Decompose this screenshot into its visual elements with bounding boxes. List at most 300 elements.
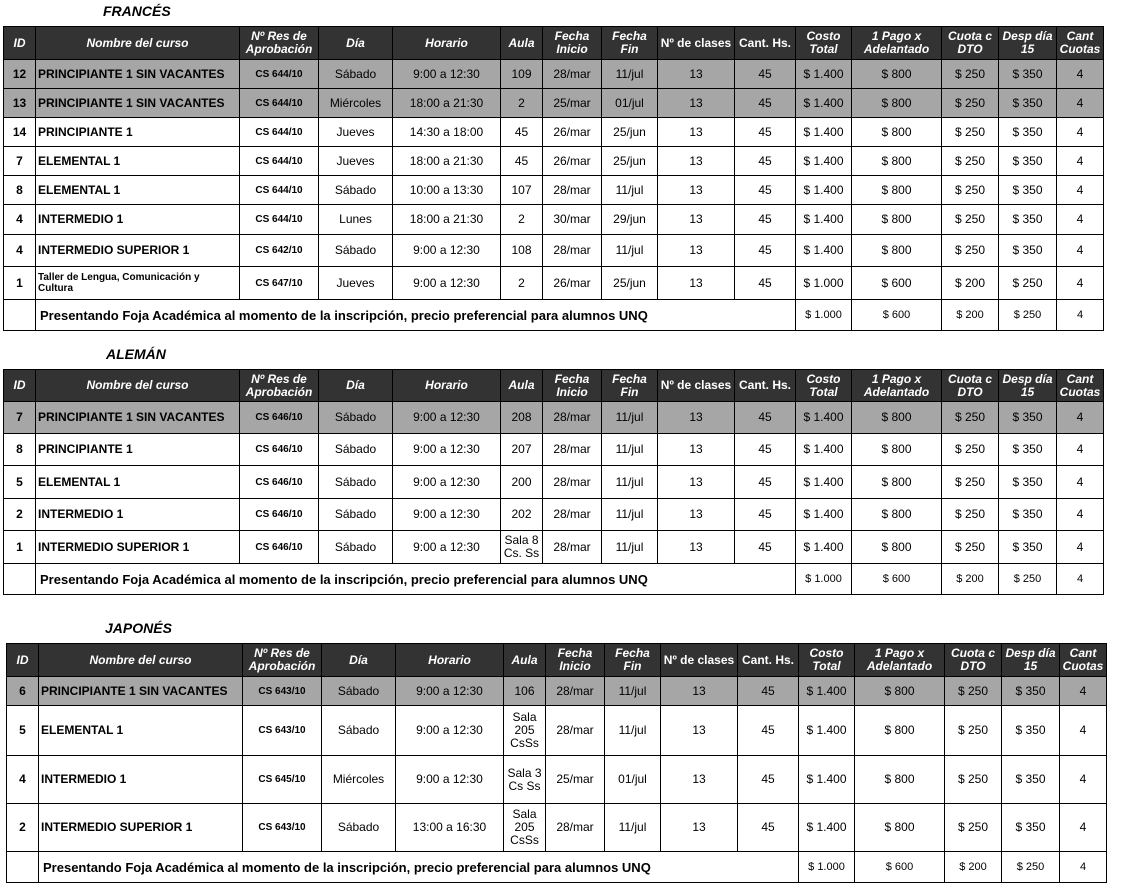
cell-desp: $ 350 bbox=[999, 466, 1057, 499]
cell-cuotas: 4 bbox=[1057, 434, 1104, 466]
footer-cuota: $ 200 bbox=[942, 300, 999, 331]
footer-cuota: $ 200 bbox=[945, 852, 1002, 883]
cell-cuota: $ 250 bbox=[945, 756, 1002, 804]
cell-dia: Sábado bbox=[319, 235, 393, 267]
section-title: FRANCÉS bbox=[103, 3, 171, 19]
cell-horario: 14:30 a 18:00 bbox=[393, 118, 501, 147]
cell-aula: 207 bbox=[501, 434, 543, 466]
column-header-horario: Horario bbox=[393, 27, 501, 60]
column-header-res: Nº Res de Aprobación bbox=[240, 370, 319, 402]
course-table bbox=[6, 643, 1107, 883]
cell-costo: $ 1.400 bbox=[796, 60, 852, 89]
cell-clases: 13 bbox=[658, 176, 735, 205]
cell-id: 13 bbox=[4, 89, 36, 118]
cell-clases: 13 bbox=[661, 677, 738, 706]
footer-row bbox=[7, 852, 1107, 883]
footer-costo: $ 1.000 bbox=[799, 852, 855, 883]
cell-res: CS 644/10 bbox=[240, 176, 319, 205]
table-row bbox=[4, 402, 1104, 434]
cell-desp: $ 250 bbox=[999, 267, 1057, 300]
cell-cuotas: 4 bbox=[1060, 804, 1107, 852]
cell-id: 2 bbox=[7, 804, 39, 852]
column-header-cuotas: Cant Cuotas bbox=[1057, 27, 1104, 60]
cell-inicio: 30/mar bbox=[543, 205, 602, 235]
cell-cuota: $ 250 bbox=[942, 89, 999, 118]
column-header-name: Nombre del curso bbox=[36, 27, 240, 60]
cell-res: CS 643/10 bbox=[243, 677, 322, 706]
cell-pago: $ 800 bbox=[852, 205, 942, 235]
cell-pago: $ 800 bbox=[852, 147, 942, 176]
cell-name: INTERMEDIO 1 bbox=[39, 756, 243, 804]
footer-pago: $ 600 bbox=[852, 300, 942, 331]
cell-res: CS 646/10 bbox=[240, 499, 319, 531]
cell-inicio: 28/mar bbox=[543, 531, 602, 564]
cell-horario: 13:00 a 16:30 bbox=[396, 804, 504, 852]
table-row bbox=[4, 531, 1104, 564]
cell-cuota: $ 250 bbox=[942, 402, 999, 434]
table-row bbox=[4, 499, 1104, 531]
cell-cuotas: 4 bbox=[1060, 706, 1107, 756]
cell-cuota: $ 250 bbox=[942, 531, 999, 564]
cell-aula: 2 bbox=[501, 267, 543, 300]
cell-fin: 11/jul bbox=[602, 402, 658, 434]
cell-aula: 109 bbox=[501, 60, 543, 89]
cell-cuotas: 4 bbox=[1060, 756, 1107, 804]
cell-inicio: 26/mar bbox=[543, 267, 602, 300]
column-header-desp: Desp día 15 bbox=[999, 370, 1057, 402]
cell-clases: 13 bbox=[661, 756, 738, 804]
cell-res: CS 644/10 bbox=[240, 147, 319, 176]
cell-res: CS 646/10 bbox=[240, 434, 319, 466]
column-header-id: ID bbox=[7, 644, 39, 677]
cell-dia: Jueves bbox=[319, 267, 393, 300]
cell-id: 1 bbox=[4, 531, 36, 564]
cell-cuota: $ 250 bbox=[942, 147, 999, 176]
cell-dia: Sábado bbox=[322, 804, 396, 852]
column-header-id: ID bbox=[4, 370, 36, 402]
cell-id: 2 bbox=[4, 499, 36, 531]
cell-dia: Miércoles bbox=[319, 89, 393, 118]
cell-fin: 11/jul bbox=[605, 677, 661, 706]
cell-aula: Sala 3 Cs Ss bbox=[504, 756, 546, 804]
cell-name: ELEMENTAL 1 bbox=[36, 147, 240, 176]
cell-dia: Jueves bbox=[319, 147, 393, 176]
cell-hs: 45 bbox=[735, 434, 796, 466]
cell-res: CS 644/10 bbox=[240, 89, 319, 118]
cell-desp: $ 350 bbox=[999, 402, 1057, 434]
cell-hs: 45 bbox=[738, 706, 799, 756]
cell-id: 4 bbox=[4, 205, 36, 235]
cell-costo: $ 1.400 bbox=[796, 466, 852, 499]
cell-name: ELEMENTAL 1 bbox=[36, 466, 240, 499]
footer-blank bbox=[4, 300, 36, 331]
cell-hs: 45 bbox=[735, 267, 796, 300]
cell-clases: 13 bbox=[661, 706, 738, 756]
cell-res: CS 643/10 bbox=[243, 706, 322, 756]
cell-id: 8 bbox=[4, 176, 36, 205]
header-row bbox=[4, 370, 1104, 402]
column-header-fin: Fecha Fin bbox=[602, 370, 658, 402]
cell-hs: 45 bbox=[735, 235, 796, 267]
cell-fin: 11/jul bbox=[602, 466, 658, 499]
cell-res: CS 645/10 bbox=[243, 756, 322, 804]
cell-cuota: $ 250 bbox=[942, 499, 999, 531]
cell-hs: 45 bbox=[735, 466, 796, 499]
cell-fin: 25/jun bbox=[602, 118, 658, 147]
footer-pago: $ 600 bbox=[855, 852, 945, 883]
column-header-horario: Horario bbox=[393, 370, 501, 402]
cell-horario: 9:00 a 12:30 bbox=[393, 434, 501, 466]
cell-name: PRINCIPIANTE 1 SIN VACANTES bbox=[36, 402, 240, 434]
column-header-aula: Aula bbox=[501, 27, 543, 60]
footer-costo: $ 1.000 bbox=[796, 300, 852, 331]
column-header-hs: Cant. Hs. bbox=[735, 370, 796, 402]
footer-desp: $ 250 bbox=[999, 300, 1057, 331]
cell-pago: $ 800 bbox=[852, 531, 942, 564]
cell-fin: 11/jul bbox=[602, 235, 658, 267]
column-header-costo: Costo Total bbox=[796, 27, 852, 60]
cell-id: 6 bbox=[7, 677, 39, 706]
cell-clases: 13 bbox=[658, 434, 735, 466]
cell-clases: 13 bbox=[658, 402, 735, 434]
cell-cuota: $ 250 bbox=[945, 804, 1002, 852]
cell-cuotas: 4 bbox=[1057, 89, 1104, 118]
cell-dia: Sábado bbox=[322, 677, 396, 706]
cell-costo: $ 1.400 bbox=[796, 235, 852, 267]
cell-dia: Sábado bbox=[319, 60, 393, 89]
column-header-pago: 1 Pago x Adelantado bbox=[852, 27, 942, 60]
column-header-aula: Aula bbox=[504, 644, 546, 677]
cell-hs: 45 bbox=[738, 756, 799, 804]
cell-dia: Jueves bbox=[319, 118, 393, 147]
cell-name: INTERMEDIO 1 bbox=[36, 499, 240, 531]
cell-name: ELEMENTAL 1 bbox=[39, 706, 243, 756]
cell-clases: 13 bbox=[658, 89, 735, 118]
section-title: JAPONÉS bbox=[105, 620, 172, 636]
cell-fin: 25/jun bbox=[602, 267, 658, 300]
column-header-fin: Fecha Fin bbox=[605, 644, 661, 677]
cell-costo: $ 1.400 bbox=[796, 434, 852, 466]
cell-hs: 45 bbox=[735, 147, 796, 176]
footer-cuotas: 4 bbox=[1057, 300, 1104, 331]
cell-inicio: 28/mar bbox=[546, 677, 605, 706]
cell-costo: $ 1.400 bbox=[796, 147, 852, 176]
table-row bbox=[4, 147, 1104, 176]
cell-cuotas: 4 bbox=[1057, 499, 1104, 531]
cell-horario: 9:00 a 12:30 bbox=[393, 402, 501, 434]
cell-cuotas: 4 bbox=[1057, 402, 1104, 434]
cell-cuota: $ 250 bbox=[942, 176, 999, 205]
cell-clases: 13 bbox=[658, 118, 735, 147]
cell-name: ELEMENTAL 1 bbox=[36, 176, 240, 205]
cell-inicio: 28/mar bbox=[546, 804, 605, 852]
cell-cuota: $ 250 bbox=[942, 434, 999, 466]
footer-cuotas: 4 bbox=[1057, 564, 1104, 595]
cell-clases: 13 bbox=[658, 60, 735, 89]
cell-id: 14 bbox=[4, 118, 36, 147]
cell-horario: 9:00 a 12:30 bbox=[393, 531, 501, 564]
cell-id: 8 bbox=[4, 434, 36, 466]
column-header-cuota: Cuota c DTO bbox=[942, 370, 999, 402]
cell-aula: 45 bbox=[501, 147, 543, 176]
cell-clases: 13 bbox=[658, 147, 735, 176]
cell-horario: 9:00 a 12:30 bbox=[396, 706, 504, 756]
cell-fin: 29/jun bbox=[602, 205, 658, 235]
cell-desp: $ 350 bbox=[999, 147, 1057, 176]
column-header-dia: Día bbox=[319, 27, 393, 60]
cell-res: CS 646/10 bbox=[240, 402, 319, 434]
column-header-cuota: Cuota c DTO bbox=[945, 644, 1002, 677]
cell-inicio: 26/mar bbox=[543, 147, 602, 176]
cell-aula: 2 bbox=[501, 205, 543, 235]
cell-desp: $ 350 bbox=[999, 89, 1057, 118]
footer-blank bbox=[7, 852, 39, 883]
cell-cuota: $ 250 bbox=[942, 235, 999, 267]
cell-pago: $ 800 bbox=[852, 235, 942, 267]
footer-note: Presentando Foja Académica al momento de la inscripción, precio preferencial para alumnos UNQ bbox=[36, 564, 796, 595]
cell-costo: $ 1.000 bbox=[796, 267, 852, 300]
cell-fin: 01/jul bbox=[605, 756, 661, 804]
cell-fin: 11/jul bbox=[602, 176, 658, 205]
cell-res: CS 644/10 bbox=[240, 205, 319, 235]
header-row bbox=[4, 27, 1104, 60]
cell-desp: $ 350 bbox=[999, 176, 1057, 205]
course-table bbox=[3, 26, 1104, 331]
column-header-name: Nombre del curso bbox=[36, 370, 240, 402]
cell-cuotas: 4 bbox=[1057, 205, 1104, 235]
cell-name: PRINCIPIANTE 1 SIN VACANTES bbox=[36, 89, 240, 118]
cell-cuota: $ 250 bbox=[942, 118, 999, 147]
cell-dia: Sábado bbox=[319, 434, 393, 466]
cell-cuota: $ 250 bbox=[942, 205, 999, 235]
cell-dia: Lunes bbox=[319, 205, 393, 235]
cell-hs: 45 bbox=[735, 118, 796, 147]
cell-horario: 9:00 a 12:30 bbox=[393, 466, 501, 499]
cell-aula: Sala 205 CsSs bbox=[504, 706, 546, 756]
cell-desp: $ 350 bbox=[1002, 706, 1060, 756]
table-row bbox=[4, 118, 1104, 147]
cell-fin: 11/jul bbox=[602, 499, 658, 531]
column-header-inicio: Fecha Inicio bbox=[546, 644, 605, 677]
cell-fin: 11/jul bbox=[602, 60, 658, 89]
column-header-desp: Desp día 15 bbox=[1002, 644, 1060, 677]
cell-aula: 45 bbox=[501, 118, 543, 147]
table-row bbox=[7, 677, 1107, 706]
cell-res: CS 644/10 bbox=[240, 118, 319, 147]
cell-desp: $ 350 bbox=[999, 118, 1057, 147]
cell-aula: 200 bbox=[501, 466, 543, 499]
cell-pago: $ 800 bbox=[852, 499, 942, 531]
cell-horario: 9:00 a 12:30 bbox=[393, 235, 501, 267]
footer-costo: $ 1.000 bbox=[796, 564, 852, 595]
cell-cuota: $ 250 bbox=[942, 466, 999, 499]
cell-inicio: 28/mar bbox=[543, 402, 602, 434]
column-header-inicio: Fecha Inicio bbox=[543, 27, 602, 60]
column-header-cuotas: Cant Cuotas bbox=[1060, 644, 1107, 677]
cell-res: CS 647/10 bbox=[240, 267, 319, 300]
table-row bbox=[4, 205, 1104, 235]
cell-id: 12 bbox=[4, 60, 36, 89]
cell-desp: $ 350 bbox=[999, 499, 1057, 531]
cell-name: PRINCIPIANTE 1 bbox=[36, 118, 240, 147]
cell-aula: Sala 8 Cs. Ss bbox=[501, 531, 543, 564]
cell-costo: $ 1.400 bbox=[796, 89, 852, 118]
cell-aula: 106 bbox=[504, 677, 546, 706]
column-header-clases: Nº de clases bbox=[658, 27, 735, 60]
cell-name: INTERMEDIO SUPERIOR 1 bbox=[36, 235, 240, 267]
cell-id: 5 bbox=[7, 706, 39, 756]
cell-cuotas: 4 bbox=[1057, 60, 1104, 89]
cell-desp: $ 350 bbox=[999, 60, 1057, 89]
cell-cuota: $ 250 bbox=[945, 677, 1002, 706]
cell-pago: $ 800 bbox=[855, 677, 945, 706]
cell-costo: $ 1.400 bbox=[796, 531, 852, 564]
footer-note: Presentando Foja Académica al momento de la inscripción, precio preferencial para alumnos UNQ bbox=[39, 852, 799, 883]
cell-inicio: 28/mar bbox=[546, 706, 605, 756]
cell-cuotas: 4 bbox=[1057, 147, 1104, 176]
cell-fin: 25/jun bbox=[602, 147, 658, 176]
footer-blank bbox=[4, 564, 36, 595]
cell-inicio: 25/mar bbox=[543, 89, 602, 118]
cell-res: CS 643/10 bbox=[243, 804, 322, 852]
cell-cuotas: 4 bbox=[1057, 176, 1104, 205]
cell-dia: Sábado bbox=[319, 466, 393, 499]
cell-desp: $ 350 bbox=[999, 434, 1057, 466]
cell-dia: Sábado bbox=[322, 706, 396, 756]
cell-clases: 13 bbox=[658, 466, 735, 499]
cell-pago: $ 800 bbox=[852, 434, 942, 466]
cell-hs: 45 bbox=[735, 89, 796, 118]
cell-cuotas: 4 bbox=[1057, 267, 1104, 300]
cell-aula: 202 bbox=[501, 499, 543, 531]
table-row bbox=[4, 60, 1104, 89]
column-header-aula: Aula bbox=[501, 370, 543, 402]
cell-name: INTERMEDIO SUPERIOR 1 bbox=[39, 804, 243, 852]
cell-costo: $ 1.400 bbox=[799, 706, 855, 756]
cell-dia: Sábado bbox=[319, 176, 393, 205]
column-header-costo: Costo Total bbox=[796, 370, 852, 402]
cell-costo: $ 1.400 bbox=[796, 402, 852, 434]
cell-inicio: 28/mar bbox=[543, 60, 602, 89]
column-header-hs: Cant. Hs. bbox=[735, 27, 796, 60]
section-title: ALEMÁN bbox=[106, 346, 166, 362]
cell-dia: Sábado bbox=[319, 531, 393, 564]
cell-pago: $ 800 bbox=[852, 466, 942, 499]
cell-aula: 208 bbox=[501, 402, 543, 434]
footer-cuotas: 4 bbox=[1060, 852, 1107, 883]
cell-cuotas: 4 bbox=[1057, 531, 1104, 564]
table-row bbox=[4, 434, 1104, 466]
cell-hs: 45 bbox=[735, 176, 796, 205]
cell-inicio: 28/mar bbox=[543, 434, 602, 466]
cell-hs: 45 bbox=[735, 205, 796, 235]
cell-horario: 18:00 a 21:30 bbox=[393, 205, 501, 235]
footer-desp: $ 250 bbox=[999, 564, 1057, 595]
cell-pago: $ 800 bbox=[852, 89, 942, 118]
cell-horario: 9:00 a 12:30 bbox=[393, 499, 501, 531]
cell-fin: 01/jul bbox=[602, 89, 658, 118]
footer-cuota: $ 200 bbox=[942, 564, 999, 595]
cell-pago: $ 800 bbox=[855, 706, 945, 756]
cell-id: 7 bbox=[4, 147, 36, 176]
cell-pago: $ 800 bbox=[855, 756, 945, 804]
cell-desp: $ 350 bbox=[999, 531, 1057, 564]
cell-cuotas: 4 bbox=[1057, 118, 1104, 147]
cell-hs: 45 bbox=[738, 677, 799, 706]
column-header-res: Nº Res de Aprobación bbox=[240, 27, 319, 60]
cell-aula: 108 bbox=[501, 235, 543, 267]
column-header-id: ID bbox=[4, 27, 36, 60]
cell-inicio: 28/mar bbox=[543, 235, 602, 267]
column-header-inicio: Fecha Inicio bbox=[543, 370, 602, 402]
column-header-horario: Horario bbox=[396, 644, 504, 677]
footer-pago: $ 600 bbox=[852, 564, 942, 595]
cell-name: PRINCIPIANTE 1 SIN VACANTES bbox=[39, 677, 243, 706]
column-header-dia: Día bbox=[322, 644, 396, 677]
cell-clases: 13 bbox=[658, 267, 735, 300]
cell-costo: $ 1.400 bbox=[796, 118, 852, 147]
cell-inicio: 28/mar bbox=[543, 466, 602, 499]
cell-name: INTERMEDIO SUPERIOR 1 bbox=[36, 531, 240, 564]
footer-row bbox=[4, 300, 1104, 331]
cell-fin: 11/jul bbox=[605, 706, 661, 756]
cell-pago: $ 600 bbox=[852, 267, 942, 300]
cell-cuotas: 4 bbox=[1060, 677, 1107, 706]
cell-res: CS 646/10 bbox=[240, 466, 319, 499]
table-row bbox=[4, 235, 1104, 267]
column-header-clases: Nº de clases bbox=[658, 370, 735, 402]
cell-clases: 13 bbox=[658, 205, 735, 235]
cell-pago: $ 800 bbox=[852, 176, 942, 205]
column-header-clases: Nº de clases bbox=[661, 644, 738, 677]
column-header-hs: Cant. Hs. bbox=[738, 644, 799, 677]
cell-id: 4 bbox=[7, 756, 39, 804]
cell-aula: 107 bbox=[501, 176, 543, 205]
table-row bbox=[4, 466, 1104, 499]
header-row bbox=[7, 644, 1107, 677]
cell-pago: $ 800 bbox=[852, 118, 942, 147]
cell-costo: $ 1.400 bbox=[799, 804, 855, 852]
cell-horario: 10:00 a 13:30 bbox=[393, 176, 501, 205]
cell-id: 1 bbox=[4, 267, 36, 300]
cell-name: INTERMEDIO 1 bbox=[36, 205, 240, 235]
column-header-desp: Desp día 15 bbox=[999, 27, 1057, 60]
cell-horario: 18:00 a 21:30 bbox=[393, 89, 501, 118]
cell-aula: 2 bbox=[501, 89, 543, 118]
cell-pago: $ 800 bbox=[855, 804, 945, 852]
cell-hs: 45 bbox=[738, 804, 799, 852]
cell-aula: Sala 205 CsSs bbox=[504, 804, 546, 852]
cell-res: CS 646/10 bbox=[240, 531, 319, 564]
cell-name: PRINCIPIANTE 1 SIN VACANTES bbox=[36, 60, 240, 89]
cell-hs: 45 bbox=[735, 531, 796, 564]
cell-inicio: 26/mar bbox=[543, 118, 602, 147]
cell-clases: 13 bbox=[658, 531, 735, 564]
cell-costo: $ 1.400 bbox=[799, 677, 855, 706]
cell-hs: 45 bbox=[735, 402, 796, 434]
column-header-dia: Día bbox=[319, 370, 393, 402]
cell-cuota: $ 250 bbox=[942, 60, 999, 89]
cell-clases: 13 bbox=[661, 804, 738, 852]
column-header-costo: Costo Total bbox=[799, 644, 855, 677]
cell-hs: 45 bbox=[735, 499, 796, 531]
cell-fin: 11/jul bbox=[602, 434, 658, 466]
cell-res: CS 644/10 bbox=[240, 60, 319, 89]
column-header-pago: 1 Pago x Adelantado bbox=[852, 370, 942, 402]
cell-horario: 9:00 a 12:30 bbox=[396, 677, 504, 706]
column-header-cuotas: Cant Cuotas bbox=[1057, 370, 1104, 402]
cell-fin: 11/jul bbox=[602, 531, 658, 564]
